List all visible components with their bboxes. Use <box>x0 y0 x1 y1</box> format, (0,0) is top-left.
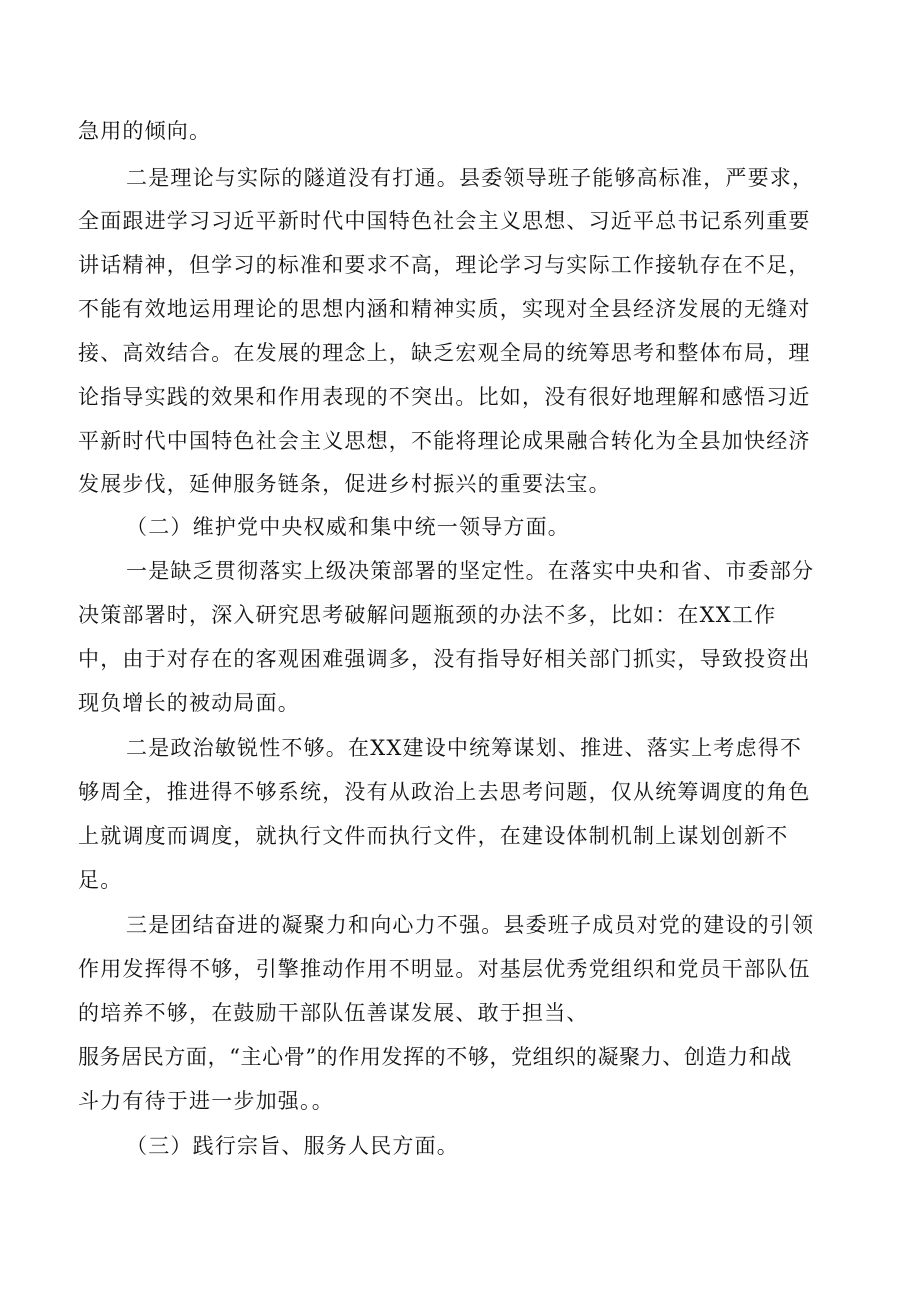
section-heading: （三）践行宗旨、服务人民方面。 <box>126 1134 459 1158</box>
paragraph-line: 中，由于对存在的客观困难强调多，没有指导好相关部门抓实，导致投资出 <box>78 647 811 671</box>
paragraph-line: 全面跟进学习习近平新时代中国特色社会主义思想、习近平总书记系列重要 <box>78 209 811 233</box>
paragraph-line: 平新时代中国特色社会主义思想，不能将理论成果融合转化为全县加快经济 <box>78 429 811 453</box>
paragraph-line: 二是政治敏锐性不够。在XX建设中统筹谋划、推进、落实上考虑得不 <box>126 736 803 760</box>
paragraph-line: 作用发挥得不够，引擎推动作用不明显。对基层优秀党组织和党员干部队伍 <box>78 957 811 981</box>
paragraph-line: 急用的倾向。 <box>78 119 212 143</box>
paragraph-line: 二是理论与实际的隧道没有打通。县委领导班子能够高标准，严要求， <box>126 166 815 190</box>
paragraph-line: 上就调度而调度，就执行文件而执行文件，在建设体制机制上谋划创新不 <box>78 824 789 848</box>
paragraph-line: 现负增长的被动局面。 <box>78 691 300 715</box>
paragraph-line: 斗力有待于进一步加强。。 <box>78 1089 334 1113</box>
paragraph-line: 讲话精神，但学习的标准和要求不高，理论学习与实际工作接轨存在不足， <box>78 253 811 277</box>
paragraph-line: 足。 <box>78 868 123 892</box>
paragraph-line: 一是缺乏贯彻落实上级决策部署的坚定性。在落实中央和省、市委部分 <box>126 559 815 583</box>
section-heading: （二）维护党中央权威和集中统一领导方面。 <box>126 515 570 539</box>
paragraph-line: 三是团结奋进的凝聚力和向心力不强。县委班子成员对党的建设的引领 <box>126 913 815 937</box>
paragraph-line: 够周全，推进得不够系统，没有从政治上去思考问题，仅从统筹调度的角色 <box>78 780 811 804</box>
paragraph-line: 不能有效地运用理论的思想内涵和精神实质，实现对全县经济发展的无缝对 <box>78 297 811 321</box>
paragraph-line: 的培养不够，在鼓励干部队伍善谋发展、敢于担当、 <box>78 1001 589 1025</box>
paragraph-line: 论指导实践的效果和作用表现的不突出。比如，没有很好地理解和感悟习近 <box>78 385 811 409</box>
paragraph-line: 决策部署时，深入研究思考破解问题瓶颈的办法不多，比如：在XX工作 <box>78 603 777 627</box>
paragraph-line: 发展步伐，延伸服务链条，促进乡村振兴的重要法宝。 <box>78 472 611 496</box>
paragraph-line: 服务居民方面，“主心骨”的作用发挥的不够，党组织的凝聚力、创造力和战 <box>78 1045 792 1069</box>
paragraph-line: 接、高效结合。在发展的理念上，缺乏宏观全局的统筹思考和整体布局，理 <box>78 341 811 365</box>
